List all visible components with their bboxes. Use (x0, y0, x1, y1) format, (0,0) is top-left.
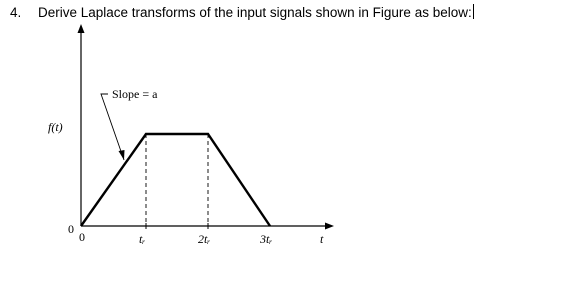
x-tick-label-tr: tᵣ (139, 232, 146, 246)
x-tick-label-0: 0 (79, 230, 85, 244)
slope-leader-line (101, 94, 124, 160)
slope-leader-arrowhead (119, 150, 125, 160)
y-axis-arrow (78, 24, 85, 33)
y-axis-label: f(t) (48, 120, 63, 134)
trapezoid-signal (81, 134, 270, 226)
question-text: Derive Laplace transforms of the input signals shown in Figure as below: (38, 5, 472, 20)
origin-y-label: 0 (68, 222, 74, 236)
x-tick-label-3tr: 3tᵣ (260, 232, 273, 246)
x-tick-label-2tr: 2tᵣ (198, 232, 211, 246)
x-axis-arrow (325, 223, 334, 230)
question-number: 4. (10, 5, 22, 20)
x-axis-label: t (320, 232, 324, 246)
slope-annotation: Slope = a (112, 87, 158, 101)
